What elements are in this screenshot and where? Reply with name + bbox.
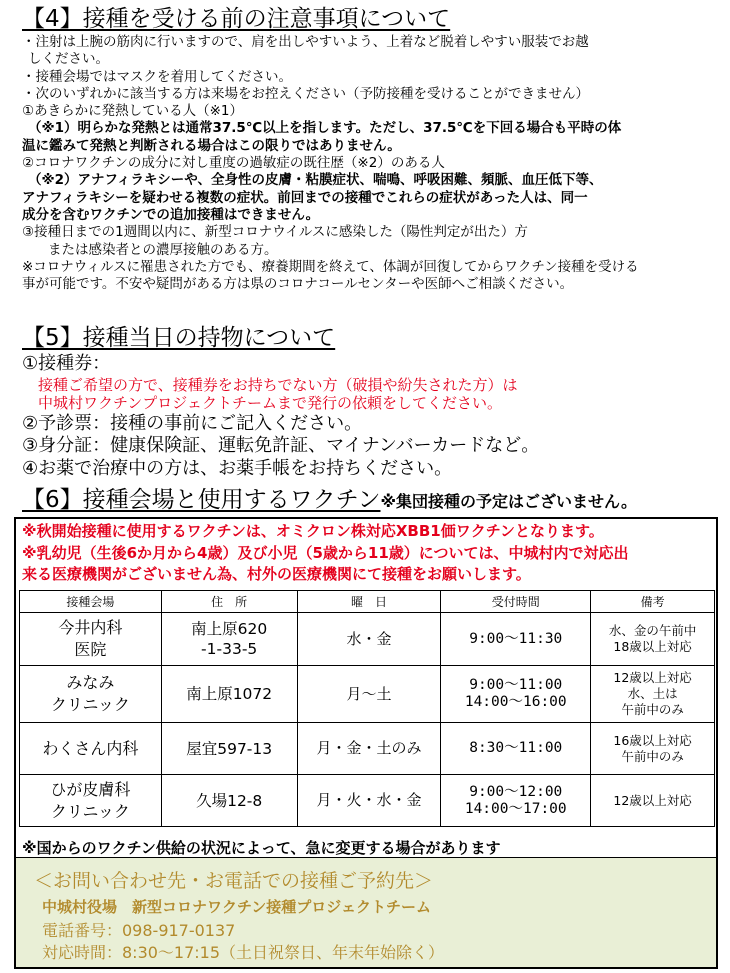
text-line: 成分を含むワクチンでの追加接種はできません。 <box>22 206 320 223</box>
venue-name: ひが皮膚科 クリニック <box>20 775 162 827</box>
text-line: または感染者との濃厚接触のある方。 <box>48 241 278 258</box>
venue-remarks: 12歳以上対応 水、土は 午前中のみ <box>591 666 715 723</box>
header-hours: 受付時間 <box>441 591 591 613</box>
venue-hours: 8:30～11:00 <box>441 723 591 775</box>
text-line: ②コロナワクチンの成分に対し重度の過敏症の既往歴（※2）のある人 <box>22 155 445 172</box>
venue-address: 屋宜597-13 <box>161 723 297 775</box>
text-line: 温に鑑みて発熱と判断される場合はこの限りではありません。 <box>22 137 401 154</box>
text-line: ・接種会場ではマスクを着用してください。 <box>22 68 292 85</box>
text-line: ③接種日までの1週間以内に、新型コロナウイルスに感染した（陽性判定が出た）方 <box>22 224 528 241</box>
text-line: しください。 <box>28 51 109 68</box>
header-days: 曜 日 <box>297 591 441 613</box>
text-line: ①あきらかに発熱している人（※1） <box>22 103 244 120</box>
warning-text: ※秋開始接種に使用するワクチンは、オミクロン株対応XBB1価ワクチンとなります。 ※乳幼児（生後6か月から4歳）及び小児（5歳から11歳）については、中城村内で対応出 来る医療機関がございません為、村外の医療機関にて接種をお願いします。 <box>22 522 629 583</box>
venue-days: 水・金 <box>297 613 441 666</box>
table-header-row <box>20 591 715 613</box>
table-row <box>20 613 715 666</box>
table-row <box>20 666 715 723</box>
venue-hours: 9:00～11:30 <box>441 613 591 666</box>
header-address: 住 所 <box>161 591 297 613</box>
section-5-title: 【5】接種当日の持物について <box>22 325 336 351</box>
venue-name: 今井内科 医院 <box>20 613 162 666</box>
venue-hours: 9:00～12:00 14:00～17:00 <box>441 775 591 827</box>
contact-title: ＜お問い合わせ先・お電話での接種ご予約先＞ <box>34 870 434 892</box>
section-4-body <box>22 34 712 293</box>
section-4-title: 【4】接種を受ける前の注意事項について <box>22 6 451 32</box>
item-ticket: ①接種券： <box>22 353 111 374</box>
text-line: （※2）アナフィラキシーや、全身性の皮膚・粘膜症状、喘鳴、呼吸困難、頻脈、血圧低下等、 <box>28 172 603 189</box>
contact-box <box>16 857 716 967</box>
venue-days: 月～土 <box>297 666 441 723</box>
contact-org: 中城村役場 新型コロナワクチン接種プロジェクトチーム <box>42 898 431 916</box>
section-6-note: ※集団接種の予定はございません。 <box>380 492 637 511</box>
venue-address: 南上原620 -1-33-5 <box>161 613 297 666</box>
venue-hours: 9:00～11:00 14:00～16:00 <box>441 666 591 723</box>
section-5-body <box>22 353 712 480</box>
venue-address: 南上原1072 <box>161 666 297 723</box>
ticket-note-line: 接種ご希望の方で、接種券をお持ちでない方（破損や紛失された方）は <box>38 375 518 394</box>
text-line: ・次のいずれかに該当する方は来場をお控えください（予防接種を受けることができません） <box>22 85 589 102</box>
venue-remarks: 16歳以上対応 午前中のみ <box>591 723 715 775</box>
venue-remarks: 12歳以上対応 <box>591 775 715 827</box>
venue-days: 月・火・水・金 <box>297 775 441 827</box>
venue-days: 月・金・土のみ <box>297 723 441 775</box>
header-remarks: 備考 <box>591 591 715 613</box>
ticket-note-line: 中城村ワクチンプロジェクトチームまで発行の依頼をしてください。 <box>38 394 502 412</box>
text-line: 事が可能です。不安や疑問がある方は県のコロナコールセンターや医師へご相談ください。 <box>22 276 574 293</box>
venue-name: みなみ クリニック <box>20 666 162 723</box>
venue-remarks: 水、金の午前中 18歳以上対応 <box>591 613 715 666</box>
contact-phone: 電話番号：098-917-0137 <box>42 921 236 940</box>
vaccine-info-frame <box>14 517 718 969</box>
venue-table <box>19 590 715 827</box>
text-line: ・注射は上腕の筋肉に行いますので、肩を出しやすいよう、上着など脱着しやすい服装でお越 <box>22 34 589 50</box>
supply-change-note: ※国からのワクチン供給の状況によって、急に変更する場合があります <box>22 839 501 857</box>
venue-address: 久場12-8 <box>161 775 297 827</box>
text-line: （※1）明らかな発熱とは通常37.5℃以上を指します。ただし、37.5℃を下回る場合も平時の体 <box>28 120 622 137</box>
table-row <box>20 775 715 827</box>
item-id: ③身分証：健康保険証、運転免許証、マイナンバーカードなど。 <box>22 435 540 456</box>
item-questionnaire: ②予診票：接種の事前にご記入ください。 <box>22 412 363 434</box>
text-line: ※コロナウィルスに罹患された方でも、療養期間を終えて、体調が回復してからワクチン接種を受ける <box>22 258 639 275</box>
table-row <box>20 723 715 775</box>
venue-name: わくさん内科 <box>20 723 162 775</box>
item-medication: ④お薬で治療中の方は、お薬手帳をお持ちください。 <box>22 457 453 479</box>
contact-hours: 対応時間：8:30～17:15（土日祝祭日、年末年始除く） <box>42 943 445 962</box>
header-venue: 接種会場 <box>20 591 162 613</box>
section-6-title: 【6】接種会場と使用するワクチン※集団接種の予定はございません。 <box>22 487 637 513</box>
text-line: アナフィラキシーを疑わせる複数の症状。前回までの接種でこれらの症状があった人は、同一 <box>22 189 588 206</box>
